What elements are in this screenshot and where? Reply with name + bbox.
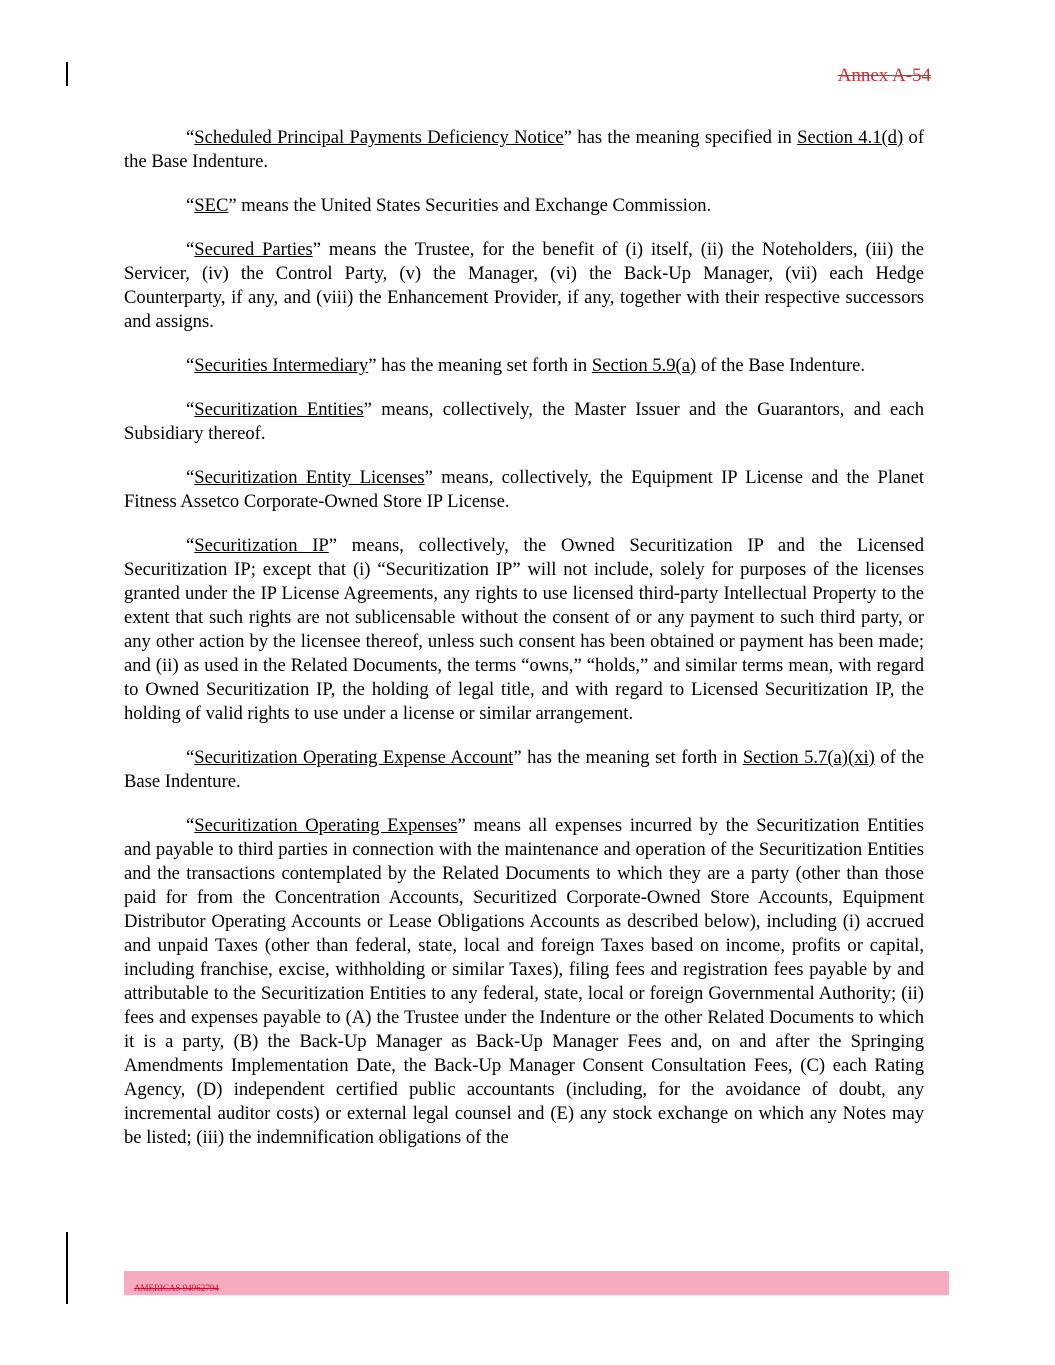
- page-label: Annex A-54: [837, 65, 931, 86]
- defined-term: SEC: [194, 195, 229, 216]
- definition-paragraph: “SEC” means the United States Securities and Exchange Commission.: [186, 195, 712, 216]
- section-reference: Section 5.9(a): [591, 355, 697, 376]
- definition-paragraph: “Scheduled Principal Payments Deficiency Notice” has the meaning specified in Section 4.1(d) of the Base Indenture.: [124, 127, 925, 172]
- defined-term: Securitization IP: [194, 535, 329, 556]
- defined-term: Securitization Operating Expenses: [194, 815, 458, 836]
- defined-term: Securitization Entity Licenses: [194, 467, 425, 488]
- definition-paragraph: “Securitization Operating Expenses” means all expenses incurred by the Securitization Entities and payable to third parties in connection with the maintenance and operation of the Securitization Entities and the transactions contemplated by the Related Documents to which they are a party (other than those paid for from the Concentration Accounts, Securitized Corporate-Owned Store Accounts, Equipment Distributor Operating Accounts or Lease Obligations Accounts as described below), including (i) accrued and unpaid Taxes (other than federal, state, local and foreign Taxes based on income, profits or capital, including franchise, excise, withholding or similar Taxes), filing fees and registration fees payable by and attributable to the Securitization Entities to any federal, state, local or foreign Governmental Authority; (ii) fees and expenses payable to (A) the Trustee under the Indenture or the other Related Documents to which it is a party, (B) the Back-Up Manager as Back-Up Manager Fees and, on and after the Springing Amendments Implementation Date, the Back-Up Manager Consent Consultation Fees, (C) each Rating Agency, (D) independent certified public accountants (including, for the avoidance of doubt, any incremental auditor costs) or external legal counsel and (E) any stock exchange on which any Notes may be listed; (iii) the indemnification obligations of the: [124, 815, 924, 1148]
- definition-paragraph: “Securitization Operating Expense Account” has the meaning set forth in Section 5.7(a)(xi) of the Base Indenture.: [124, 747, 924, 792]
- defined-term: Secured Parties: [194, 239, 313, 260]
- section-reference: Section 4.1(d): [797, 127, 904, 148]
- definitions-body: [124, 126, 924, 1150]
- definition-paragraph: “Securities Intermediary” has the meaning set forth in Section 5.9(a) of the Base Indenture.: [186, 355, 866, 376]
- footer-band: [124, 1271, 949, 1295]
- defined-term: Securitization Operating Expense Account: [194, 747, 514, 768]
- definition-paragraph: “Securitization Entities” means, collectively, the Master Issuer and the Guarantors, and each Subsidiary thereof.: [124, 399, 924, 444]
- definition-paragraph: “Securitization IP” means, collectively, the Owned Securitization IP and the Licensed Securitization IP; except that (i) “Securitization IP” will not include, solely for purposes of the licenses granted under the IP License Agreements, any rights to use licensed third-party Intellectual Property to the extent that such rights are not sublicensable without the consent of or any payment to such third party, or any other action by the licensee thereof, unless such consent has been obtained or payment has been made; and (ii) as used in the Related Documents, the terms “owns,” “holds,” and similar terms mean, with regard to Owned Securitization IP, the holding of legal title, and with regard to Licensed Securitization IP, the holding of valid rights to use under a license or similar arrangement.: [124, 535, 924, 724]
- document-id: AMERICAS 94962794: [134, 1283, 219, 1293]
- definition-paragraph: “Secured Parties” means the Trustee, for the benefit of (i) itself, (ii) the Noteholders, (iii) the Servicer, (iv) the Control Party, (v) the Manager, (vi) the Back-Up Manager, (vii) each Hedge Counterparty, if any, and (viii) the Enhancement Provider, if any, together with their respective successors and assigns.: [124, 239, 924, 332]
- change-bar-bottom: [66, 1232, 68, 1304]
- change-bar-top: [66, 62, 68, 86]
- section-reference: Section 5.7(a)(xi): [742, 747, 875, 768]
- definition-paragraph: “Securitization Entity Licenses” means, collectively, the Equipment IP License and the Planet Fitness Assetco Corporate-Owned Store IP License.: [124, 467, 925, 512]
- defined-term: Securities Intermediary: [194, 355, 369, 376]
- defined-term: Scheduled Principal Payments Deficiency Notice: [194, 127, 564, 148]
- defined-term: Securitization Entities: [194, 399, 364, 420]
